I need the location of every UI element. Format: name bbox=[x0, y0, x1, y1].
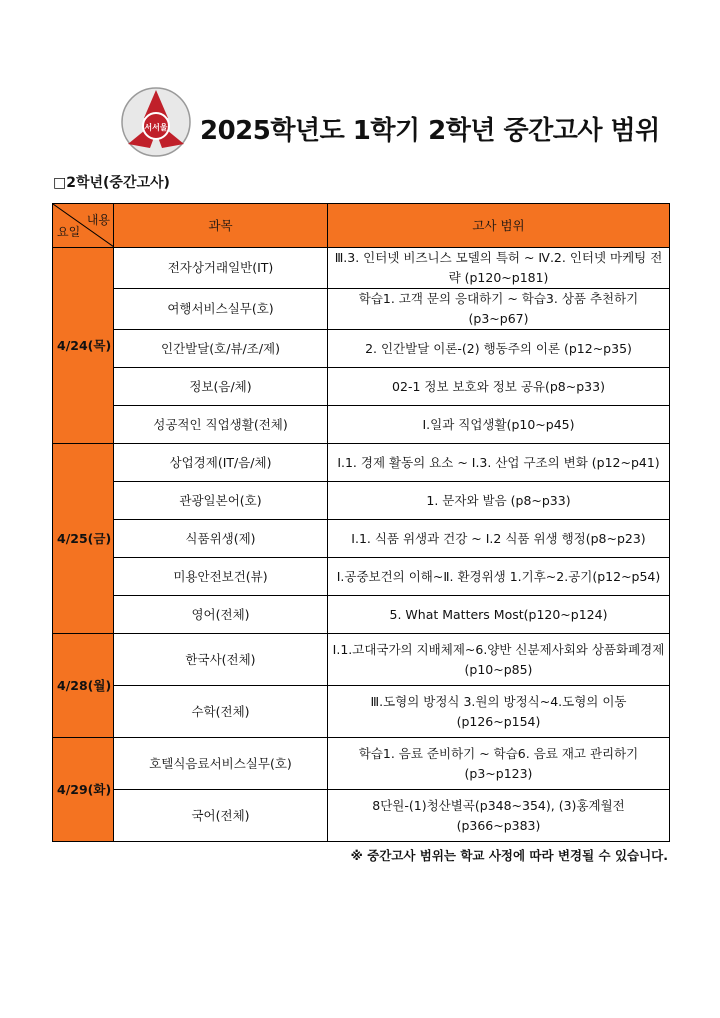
range-cell: 1. 문자와 발음 (p8~p33) bbox=[328, 482, 670, 520]
range-cell: 2. 인간발달 이론-(2) 행동주의 이론 (p12~p35) bbox=[328, 330, 670, 368]
range-cell: Ⅰ.1. 경제 활동의 요소 ~ Ⅰ.3. 산업 구조의 변화 (p12~p41) bbox=[328, 444, 670, 482]
table-row bbox=[53, 368, 670, 406]
footer-note: ※ 중간고사 범위는 학교 사정에 따라 변경될 수 있습니다. bbox=[350, 848, 668, 863]
range-cell: Ⅰ.공중보건의 이해~Ⅱ. 환경위생 1.기후~2.공기(p12~p54) bbox=[328, 558, 670, 596]
range-cell: Ⅲ.3. 인터넷 비즈니스 모델의 특허 ~ Ⅳ.2. 인터넷 마케팅 전략 (p120~p181) bbox=[328, 248, 670, 289]
table-row bbox=[53, 686, 670, 738]
subject-cell: 미용안전보건(뷰) bbox=[114, 558, 328, 596]
table-row bbox=[53, 558, 670, 596]
table-row bbox=[53, 289, 670, 330]
subject-cell: 한국사(전체) bbox=[114, 634, 328, 686]
range-cell: 학습1. 음료 준비하기 ~ 학습6. 음료 재고 관리하기 (p3~p123) bbox=[328, 738, 670, 790]
page-title: 2025학년도 1학기 2학년 중간고사 범위 bbox=[200, 116, 660, 146]
column-header-subject: 과목 bbox=[114, 204, 328, 248]
subject-cell: 정보(음/체) bbox=[114, 368, 328, 406]
subject-cell: 인간발달(호/뷰/조/제) bbox=[114, 330, 328, 368]
subject-cell: 전자상거래일반(IT) bbox=[114, 248, 328, 289]
school-logo bbox=[120, 86, 192, 158]
range-cell: Ⅰ.1.고대국가의 지배체제~6.양반 신분제사회와 상품화폐경제 (p10~p85) bbox=[328, 634, 670, 686]
subject-cell: 국어(전체) bbox=[114, 790, 328, 842]
range-cell: 02-1 정보 보호와 정보 공유(p8~p33) bbox=[328, 368, 670, 406]
subject-cell: 수학(전체) bbox=[114, 686, 328, 738]
section-label: □2학년(중간고사) bbox=[53, 175, 170, 191]
subject-cell: 호텔식음료서비스실무(호) bbox=[114, 738, 328, 790]
table-row bbox=[53, 482, 670, 520]
table-row bbox=[53, 634, 670, 686]
exam-range-table bbox=[52, 203, 670, 842]
header-corner-cell bbox=[53, 204, 114, 248]
date-cell: 4/25(금) bbox=[53, 444, 114, 634]
range-cell: 5. What Matters Most(p120~p124) bbox=[328, 596, 670, 634]
logo-text: 서서울 bbox=[144, 123, 168, 132]
table-row bbox=[53, 520, 670, 558]
corner-label-day: 요일 bbox=[57, 225, 81, 239]
range-cell: 학습1. 고객 문의 응대하기 ~ 학습3. 상품 추천하기 (p3~p67) bbox=[328, 289, 670, 330]
table-row bbox=[53, 330, 670, 368]
column-header-range: 고사 범위 bbox=[328, 204, 670, 248]
subject-cell: 관광일본어(호) bbox=[114, 482, 328, 520]
date-cell: 4/28(월) bbox=[53, 634, 114, 738]
range-cell: 8단원-(1)청산별곡(p348~354), (3)홍계월전(p366~p383) bbox=[328, 790, 670, 842]
subject-cell: 상업경제(IT/음/체) bbox=[114, 444, 328, 482]
table-row bbox=[53, 444, 670, 482]
date-cell: 4/29(화) bbox=[53, 738, 114, 842]
subject-cell: 식품위생(제) bbox=[114, 520, 328, 558]
subject-cell: 여행서비스실무(호) bbox=[114, 289, 328, 330]
range-cell: Ⅰ.일과 직업생활(p10~p45) bbox=[328, 406, 670, 444]
table-row bbox=[53, 248, 670, 289]
table-row bbox=[53, 738, 670, 790]
range-cell: Ⅰ.1. 식품 위생과 건강 ~ Ⅰ.2 식품 위생 행정(p8~p23) bbox=[328, 520, 670, 558]
range-cell: Ⅲ.도형의 방정식 3.원의 방정식~4.도형의 이동(p126~p154) bbox=[328, 686, 670, 738]
subject-cell: 영어(전체) bbox=[114, 596, 328, 634]
subject-cell: 성공적인 직업생활(전체) bbox=[114, 406, 328, 444]
table-row bbox=[53, 406, 670, 444]
table-row bbox=[53, 790, 670, 842]
table-row bbox=[53, 596, 670, 634]
date-cell: 4/24(목) bbox=[53, 248, 114, 444]
corner-label-content: 내용 bbox=[86, 213, 110, 227]
